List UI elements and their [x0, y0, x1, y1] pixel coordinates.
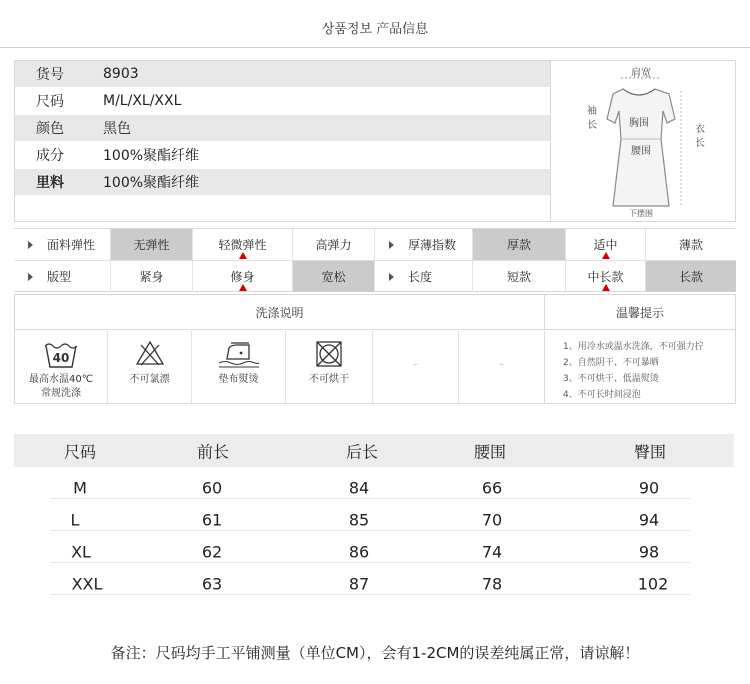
attr-option-text: 无弹性 [133, 238, 170, 252]
page-title: 상품정보 产品信息 [321, 22, 429, 37]
attr-label-thickness [375, 229, 473, 260]
triangle-right-icon [389, 273, 394, 281]
wash-caption: 垫布熨烫 [218, 374, 259, 385]
selected-marker-icon [239, 284, 247, 291]
attr-option-length-mid [566, 261, 646, 292]
diagram-label-sleeve: 袖长 [587, 106, 597, 131]
diagram-label-waist: 腰围 [631, 146, 651, 157]
size-cell: M [73, 478, 87, 498]
size-table-row [14, 536, 734, 568]
washing-title: 洗涤说明 [15, 295, 545, 330]
size-cell: 60 [201, 478, 223, 498]
size-cell: 87 [348, 574, 370, 594]
selected-marker-icon [602, 252, 610, 259]
attr-label-fit [14, 261, 111, 292]
attr-option-elastic-none [111, 229, 193, 260]
info-label: 尺码 [36, 94, 64, 110]
attr-option-length-long [646, 261, 736, 292]
size-cell: 84 [348, 478, 370, 498]
size-header-cell: 前长 [196, 442, 230, 461]
attr-option-text: 长款 [678, 270, 703, 284]
info-value: 黑色 [103, 121, 131, 137]
info-row-color [15, 115, 550, 141]
info-value: 100%聚酯纤维 [103, 148, 200, 164]
row-divider [50, 498, 690, 499]
measurement-note: 备注：尺码均手工平铺测量（单位CM），会有1-2CM的误差纯属正常，请谅解！ [110, 644, 640, 662]
wash-caption: – [413, 359, 418, 370]
size-cell: 62 [201, 542, 223, 562]
info-label: 成分 [36, 148, 64, 164]
size-cell: L [70, 510, 80, 530]
size-cell: 98 [638, 542, 660, 562]
diagram-label-length: 衣长 [695, 124, 705, 149]
attr-label-text: 长度 [408, 270, 433, 284]
size-header-cell: 尺码 [63, 442, 97, 461]
wash-item-iron [192, 331, 286, 403]
diagram-label-hem: 下摆围 [629, 209, 653, 218]
attr-option-elastic-slight [193, 229, 293, 260]
size-cell: XL [71, 542, 91, 562]
size-cell: 85 [348, 510, 370, 530]
info-value: 100%聚酯纤维 [103, 175, 200, 191]
attr-option-medium [566, 229, 646, 260]
attr-label-text: 面料弹性 [47, 238, 96, 252]
attr-option-text: 薄款 [678, 238, 703, 252]
dress-outline-icon [551, 61, 736, 221]
product-info-panel [14, 60, 736, 222]
wash-caption: 不可烘干 [309, 374, 349, 385]
attr-label-text: 厚薄指数 [408, 238, 457, 252]
wash-caption: – [499, 359, 504, 370]
attr-label-length [375, 261, 473, 292]
wash-item-empty [373, 331, 459, 403]
attr-option-text: 紧身 [139, 270, 164, 284]
tip-item: 1、用冷水或温水洗涤，不可强力拧 [563, 342, 704, 352]
attribute-grid [14, 228, 736, 292]
size-table-header [14, 434, 734, 467]
size-cell: 78 [481, 574, 503, 594]
attr-option-text: 中长款 [587, 270, 624, 284]
triangle-right-icon [28, 273, 33, 281]
attr-option-fit-tight [111, 261, 193, 292]
wash-item-no-bleach [108, 331, 192, 403]
attr-option-text: 高弹力 [315, 238, 352, 252]
row-divider [50, 530, 690, 531]
attr-option-text: 适中 [593, 238, 618, 252]
info-label: 货号 [36, 67, 64, 83]
size-cell: 86 [348, 542, 370, 562]
size-table-row [14, 568, 734, 600]
attr-option-text: 短款 [506, 270, 531, 284]
info-row-item-number [15, 61, 550, 87]
wash-item-40 [15, 331, 108, 403]
header-divider [0, 47, 750, 48]
diagram-label-chest: 胸围 [629, 118, 649, 129]
info-value: M/L/XL/XXL [103, 93, 182, 109]
info-row-lining [15, 169, 550, 195]
tips-list [563, 339, 704, 403]
row-divider [50, 562, 690, 563]
size-cell: 102 [637, 574, 669, 594]
attr-option-fit-loose [293, 261, 375, 292]
attr-label-text: 版型 [47, 270, 72, 284]
size-cell: 61 [201, 510, 223, 530]
no-tumble-dry-icon [314, 339, 344, 369]
info-value: 8903 [103, 66, 139, 82]
size-header-cell: 腰围 [473, 442, 507, 461]
tips-title: 温馨提示 [545, 295, 735, 330]
wash-caption: 不可氯漂 [129, 374, 170, 385]
size-cell: 74 [481, 542, 503, 562]
wash-item-no-dry [286, 331, 373, 403]
triangle-right-icon [28, 241, 33, 249]
selected-marker-icon [239, 252, 247, 259]
size-header-cell: 后长 [345, 442, 379, 461]
measurement-diagram [550, 61, 735, 221]
info-row-composition [15, 142, 550, 168]
attr-option-fit-slim [193, 261, 293, 292]
attr-label-elastic [14, 229, 111, 260]
size-cell: XXL [71, 574, 103, 594]
selected-marker-icon [602, 284, 610, 291]
triangle-right-icon [389, 241, 394, 249]
size-cell: 63 [201, 574, 223, 594]
attr-option-text: 修身 [230, 270, 255, 284]
size-header-cell: 臀围 [633, 442, 667, 461]
diagram-label-shoulder: 肩宽 [631, 68, 651, 79]
wash-caption: 最高水温40℃ 常规洗涤 [29, 374, 93, 399]
grid-divider [14, 260, 736, 261]
attr-option-text: 轻微弹性 [218, 238, 267, 252]
size-table-row [14, 472, 734, 504]
info-label: 里料 [36, 175, 64, 191]
attr-option-thin [646, 229, 736, 260]
size-cell: 66 [481, 478, 503, 498]
info-label: 颜色 [36, 121, 64, 137]
info-row-size [15, 88, 550, 114]
attr-option-text: 厚款 [506, 238, 531, 252]
attr-option-text: 宽松 [321, 270, 346, 284]
tip-item: 4、不可长时间浸泡 [563, 390, 641, 400]
attr-option-elastic-high [293, 229, 375, 260]
size-cell: 90 [638, 478, 660, 498]
tip-item: 3、不可烘干、低温熨烫 [563, 374, 659, 384]
tip-item: 2、自然阴干、不可暴晒 [563, 358, 659, 368]
size-cell: 70 [481, 510, 503, 530]
no-bleach-icon [135, 339, 165, 367]
row-divider [50, 594, 690, 595]
size-cell: 94 [638, 510, 660, 530]
size-table-row [14, 504, 734, 536]
wash-item-empty [459, 331, 545, 403]
iron-with-cloth-icon [217, 339, 261, 369]
wash-temperature: 40 [52, 351, 70, 365]
attr-option-length-short [473, 261, 566, 292]
attr-option-thick [473, 229, 566, 260]
washing-panel [14, 294, 736, 404]
